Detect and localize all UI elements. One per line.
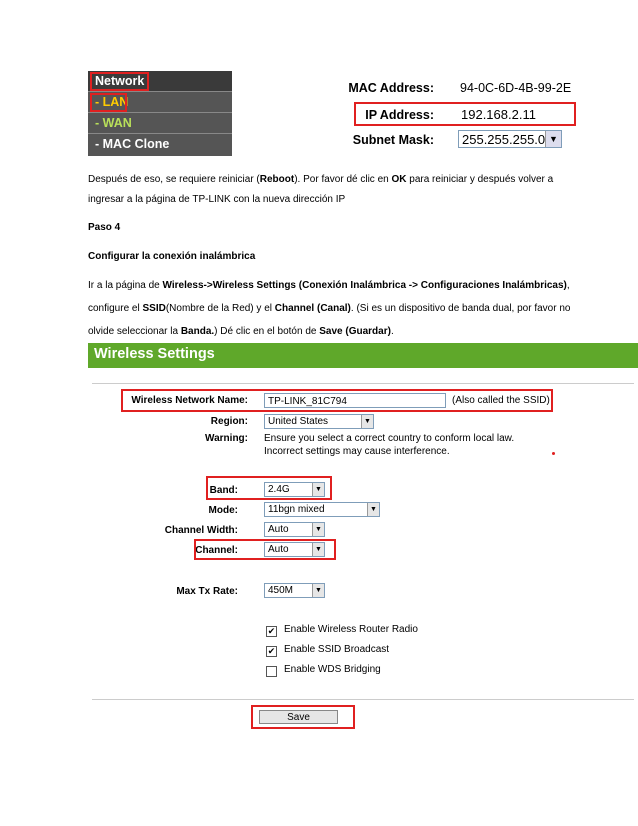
network-name-label: Wireless Network Name: <box>131 395 248 406</box>
text-span: Reboot <box>259 174 295 185</box>
paragraph-new-ip: ingresar a la página de TP-LINK con la nueva dirección IP <box>88 194 346 205</box>
ip-address-label: IP Address: <box>365 108 434 122</box>
paragraph-reboot <box>88 173 558 187</box>
lan-fields-panel <box>234 71 577 156</box>
max-tx-rate-label: Max Tx Rate: <box>176 586 238 597</box>
chevron-down-icon[interactable]: ▼ <box>361 415 373 428</box>
ip-highlight <box>354 102 576 126</box>
nav-item-network[interactable]: Network <box>88 71 232 92</box>
text-span: Ir a la página de <box>88 280 163 291</box>
red-dot <box>552 452 555 455</box>
nav-item-lan[interactable]: - LAN <box>88 92 232 113</box>
ssid-broadcast-label: Enable SSID Broadcast <box>284 644 390 655</box>
channel-width-select[interactable] <box>264 522 325 537</box>
text-span: . (Si es un dispositivo de banda dual, por favor no <box>350 303 571 314</box>
subnet-mask-label: Subnet Mask: <box>352 133 434 147</box>
text-span: configure el <box>88 303 143 314</box>
max-tx-rate-select[interactable] <box>264 583 325 598</box>
text-span: ) Dé clic en el botón de <box>214 326 320 337</box>
mac-address-label: MAC Address: <box>348 81 434 95</box>
subnet-mask-combo[interactable] <box>458 130 562 148</box>
text-span: , <box>566 280 570 291</box>
wireless-radio-label: Enable Wireless Router Radio <box>284 624 418 635</box>
warning-line-2: Incorrect settings may cause interference. <box>264 446 450 457</box>
chevron-down-icon[interactable]: ▼ <box>367 503 379 516</box>
lan-highlight <box>90 93 127 112</box>
network-name-highlight <box>121 389 553 412</box>
chevron-down-icon[interactable]: ▼ <box>312 523 324 536</box>
text-span: Después de eso, se requiere reiniciar ( <box>88 174 260 185</box>
text-span: Channel (Canal) <box>274 303 351 314</box>
text-span: para reiniciar y después volver a <box>406 174 554 185</box>
save-highlight <box>251 705 355 729</box>
warning-label: Warning: <box>205 433 248 444</box>
chevron-down-icon[interactable]: ▼ <box>545 131 561 147</box>
wireless-settings-screenshot <box>88 343 638 733</box>
step-label: Paso 4 <box>88 222 121 233</box>
divider <box>92 383 634 384</box>
network-name-input[interactable]: TP-LINK_81C794 <box>264 393 446 408</box>
chevron-down-icon[interactable]: ▼ <box>312 543 324 556</box>
text-span: OK <box>391 174 407 185</box>
chevron-down-icon[interactable]: ▼ <box>312 584 324 597</box>
text-span: (Nombre de la Red) y el <box>165 303 275 314</box>
text-span: . <box>390 326 394 337</box>
nav-item-mac-clone[interactable]: - MAC Clone <box>95 137 170 151</box>
channel-width-label: Channel Width: <box>164 525 238 536</box>
channel-width-value: Auto <box>268 524 289 535</box>
mac-address-value: 94-0C-6D-4B-99-2E <box>460 81 572 95</box>
region-select[interactable] <box>264 414 374 429</box>
section-heading: Configurar la conexión inalámbrica <box>88 251 256 262</box>
ssid-hint: (Also called the SSID) <box>452 395 550 406</box>
ip-address-input[interactable]: 192.168.2.11 <box>458 106 566 124</box>
wireless-settings-header <box>88 343 638 368</box>
wireless-radio-checkbox[interactable]: ✔ <box>267 626 276 636</box>
wds-bridging-checkbox[interactable] <box>266 666 277 677</box>
subnet-mask-value: 255.255.255.0 <box>462 132 546 147</box>
warning-line-1: Ensure you select a correct country to conform local law. <box>264 433 515 444</box>
nav-item-wan[interactable]: - WAN <box>88 113 232 134</box>
region-value: United States <box>268 416 329 427</box>
text-span: ). Por favor dé clic en <box>294 174 392 185</box>
channel-value: Auto <box>268 544 289 555</box>
text-span: Banda. <box>180 326 215 337</box>
mode-value: 11bgn mixed <box>268 504 325 515</box>
text-span: olvide seleccionar la <box>88 326 181 337</box>
text-span: Wireless->Wireless Settings (Conexión Inalámbrica -> Configuraciones Inalámbricas) <box>162 280 567 291</box>
save-button[interactable]: Save <box>259 710 338 724</box>
channel-highlight <box>194 539 336 560</box>
channel-label: Channel: <box>195 545 238 556</box>
ssid-broadcast-checkbox[interactable]: ✔ <box>267 646 276 656</box>
mode-select[interactable] <box>264 502 380 517</box>
lan-settings-screenshot <box>88 71 577 156</box>
wds-bridging-label: Enable WDS Bridging <box>284 664 381 675</box>
divider <box>92 699 634 700</box>
band-highlight <box>206 476 332 500</box>
lan-nav-menu <box>88 71 232 156</box>
text-span: Save (Guardar) <box>319 326 391 337</box>
region-label: Region: <box>210 416 248 427</box>
band-value: 2.4G <box>268 484 290 495</box>
paragraph-band-save <box>88 325 588 339</box>
chevron-down-icon[interactable]: ▼ <box>312 483 324 496</box>
band-label: Band: <box>209 485 238 496</box>
wireless-settings-title: Wireless Settings <box>94 346 215 362</box>
text-span: SSID <box>142 303 166 314</box>
network-highlight <box>90 72 149 91</box>
paragraph-ssid <box>88 302 588 316</box>
paragraph-wireless-path <box>88 279 588 293</box>
max-tx-rate-value: 450M <box>268 585 294 596</box>
mode-label: Mode: <box>208 505 238 516</box>
